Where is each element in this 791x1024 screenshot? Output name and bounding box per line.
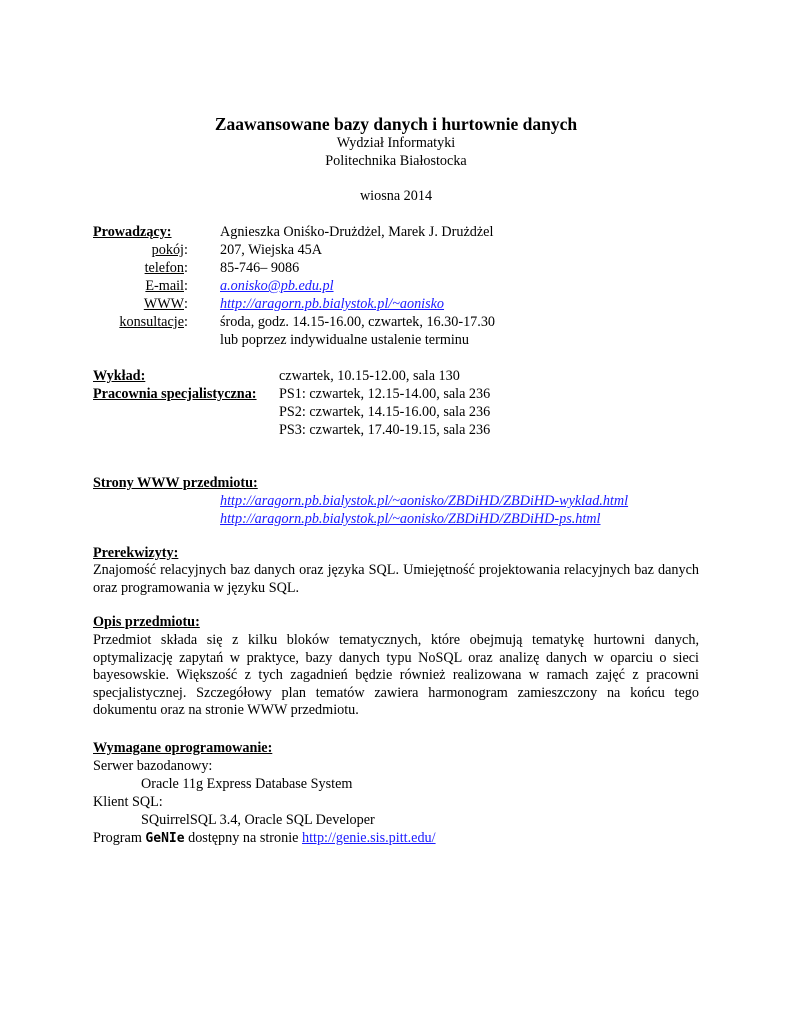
phone-value: 85-746– 9086 [220, 260, 300, 276]
email-link[interactable]: a.onisko@pb.edu.pl [220, 278, 334, 294]
room-value: 207, Wiejska 45A [220, 242, 323, 258]
program-name: GeNIe [145, 831, 185, 846]
lecture-label: Wykład: [93, 368, 146, 384]
course-title: Zaawansowane bazy danych i hurtownie danych [214, 114, 578, 134]
websites-heading: Strony WWW przedmiotu: [93, 475, 258, 491]
description-heading: Opis przedmiotu: [93, 614, 200, 630]
program-prefix: Program [93, 830, 142, 846]
lab-group-3: PS3: czwartek, 17.40-19.15, sala 236 [279, 422, 491, 438]
client-value: SQuirrelSQL 3.4, Oracle SQL Developer [141, 812, 375, 828]
room-label: pokój [151, 242, 184, 258]
description-text: Przedmiot składa się z kilku bloków tematycznych, które obejmują tematykę hurtowni danych, optymalizację zapytań w praktyce, bazy danych typu NoSQL oraz analizę danych w oparciu o sieci bayesowskie. Większość z tych zagadnień będzie również realizowana w ramach zajęć z pracowni specjalistycznej. Szczegółowy plan tematów zawiera harmonogram zamieszczony na końcu tego dokumentu oraz na stronie WWW przedmiotu. [93, 632, 699, 718]
university-name: Politechnika Białostocka [325, 153, 467, 169]
semester: wiosna 2014 [359, 188, 433, 204]
email-label: E-mail [145, 278, 184, 294]
genie-link[interactable]: http://genie.sis.pitt.edu/ [301, 830, 436, 846]
office-hours-value: środa, godz. 14.15-16.00, czwartek, 16.30-17.30 [220, 314, 496, 330]
server-value: Oracle 11g Express Database System [141, 776, 353, 792]
www-label: WWW [143, 296, 184, 312]
office-hours-extra: lub poprzez indywidualne ustalenie terminu [220, 332, 469, 348]
prerequisites-heading: Prerekwizyty: [93, 545, 179, 561]
software-heading: Wymagane oprogramowanie: [93, 740, 273, 756]
lecture-value: czwartek, 10.15-12.00, sala 130 [279, 368, 460, 384]
faculty-name: Wydział Informatyki [336, 135, 456, 151]
lecturers-label: Prowadzący: [93, 224, 172, 240]
prerequisites-text: Znajomość relacyjnych baz danych oraz języka SQL. Umiejętność projektowania relacyjnych baz danych oraz programowania w języku SQL. [93, 562, 699, 596]
lab-group-1: PS1: czwartek, 12.15-14.00, sala 236 [279, 386, 491, 402]
lab-label: Pracownia specjalistyczna: [93, 386, 257, 402]
website-link-lab[interactable]: http://aragorn.pb.bialystok.pl/~aonisko/ZBDiHD/ZBDiHD-ps.html [220, 511, 601, 527]
lab-group-2: PS2: czwartek, 14.15-16.00, sala 236 [279, 404, 491, 420]
server-label: Serwer bazodanowy: [93, 758, 213, 774]
phone-label: telefon [144, 260, 184, 276]
program-suffix: dostępny na stronie [188, 830, 299, 846]
website-link-lecture[interactable]: http://aragorn.pb.bialystok.pl/~aonisko/ZBDiHD/ZBDiHD-wyklad.html [220, 493, 629, 509]
document-page: Zaawansowane bazy danych i hurtownie danych Wydział Informatyki Politechnika Białostocka wiosna 2014 Prowadzący: Agnieszka Oniśko-Drużdżel, Marek J. Drużdżel pokój : 207, Wiejska 45A telefon : 85-746– 9086 E-mail : a.onisko@pb.edu.pl WWW : http://aragorn.pb.bialystok.pl/~aonisko konsultacje : środa, godz. 14.15-16.00, czwartek, 16.30-17.30 lub poprzez indywidualne ustalenie terminu Wykład: czwartek, 10.15-12.00, sala 130 Pracownia specjalistyczna: PS1: czwartek, 12.15-14.00, sala 236 PS2: czwartek, 14.15-16.00, sala 236 PS3: czwartek, 17.40-19.15, sala 236 Strony WWW przedmiotu: http://aragorn.pb.bialystok.pl/~aonisko/ZBDiHD/ZBDiHD-wyklad.html http://aragorn.pb.bialystok.pl/~aonisko/ZBDiHD/ZBDiHD-ps.html Prerekwizyty: Znajomość relacyjnych baz danych oraz języka SQL. Umiejętność projektowania relacyjnych baz danych oraz programowania w języku SQL. Opis przedmiotu: Przedmiot składa się z kilku bloków tematycznych, które obejmują tematykę hurtowni danych, optymalizację zapytań w praktyce, bazy danych typu NoSQL oraz analizę danych w oparciu o sieci bayesowskie. Większość z tych zagadnień będzie również realizowana w ramach zajęć z pracowni specjalistycznej. Szczegółowy plan tematów zawiera harmonogram zamieszczony na końcu tego dokumentu oraz na stronie WWW przedmiotu. Wymagane oprogramowanie: Serwer bazodanowy: Oracle 11g Express Database System Klient SQL: SQuirrelSQL 3.4, Oracle SQL Developer Program GeNIe dostępny na stronie http://genie.sis.pitt.edu/ [93, 114, 699, 846]
www-link[interactable]: http://aragorn.pb.bialystok.pl/~aonisko [220, 296, 445, 312]
office-hours-label: konsultacje [119, 314, 184, 330]
program-line [93, 830, 436, 848]
client-label: Klient SQL: [93, 794, 163, 810]
lecturers-names: Agnieszka Oniśko-Drużdżel, Marek J. Drużdżel [220, 224, 494, 240]
